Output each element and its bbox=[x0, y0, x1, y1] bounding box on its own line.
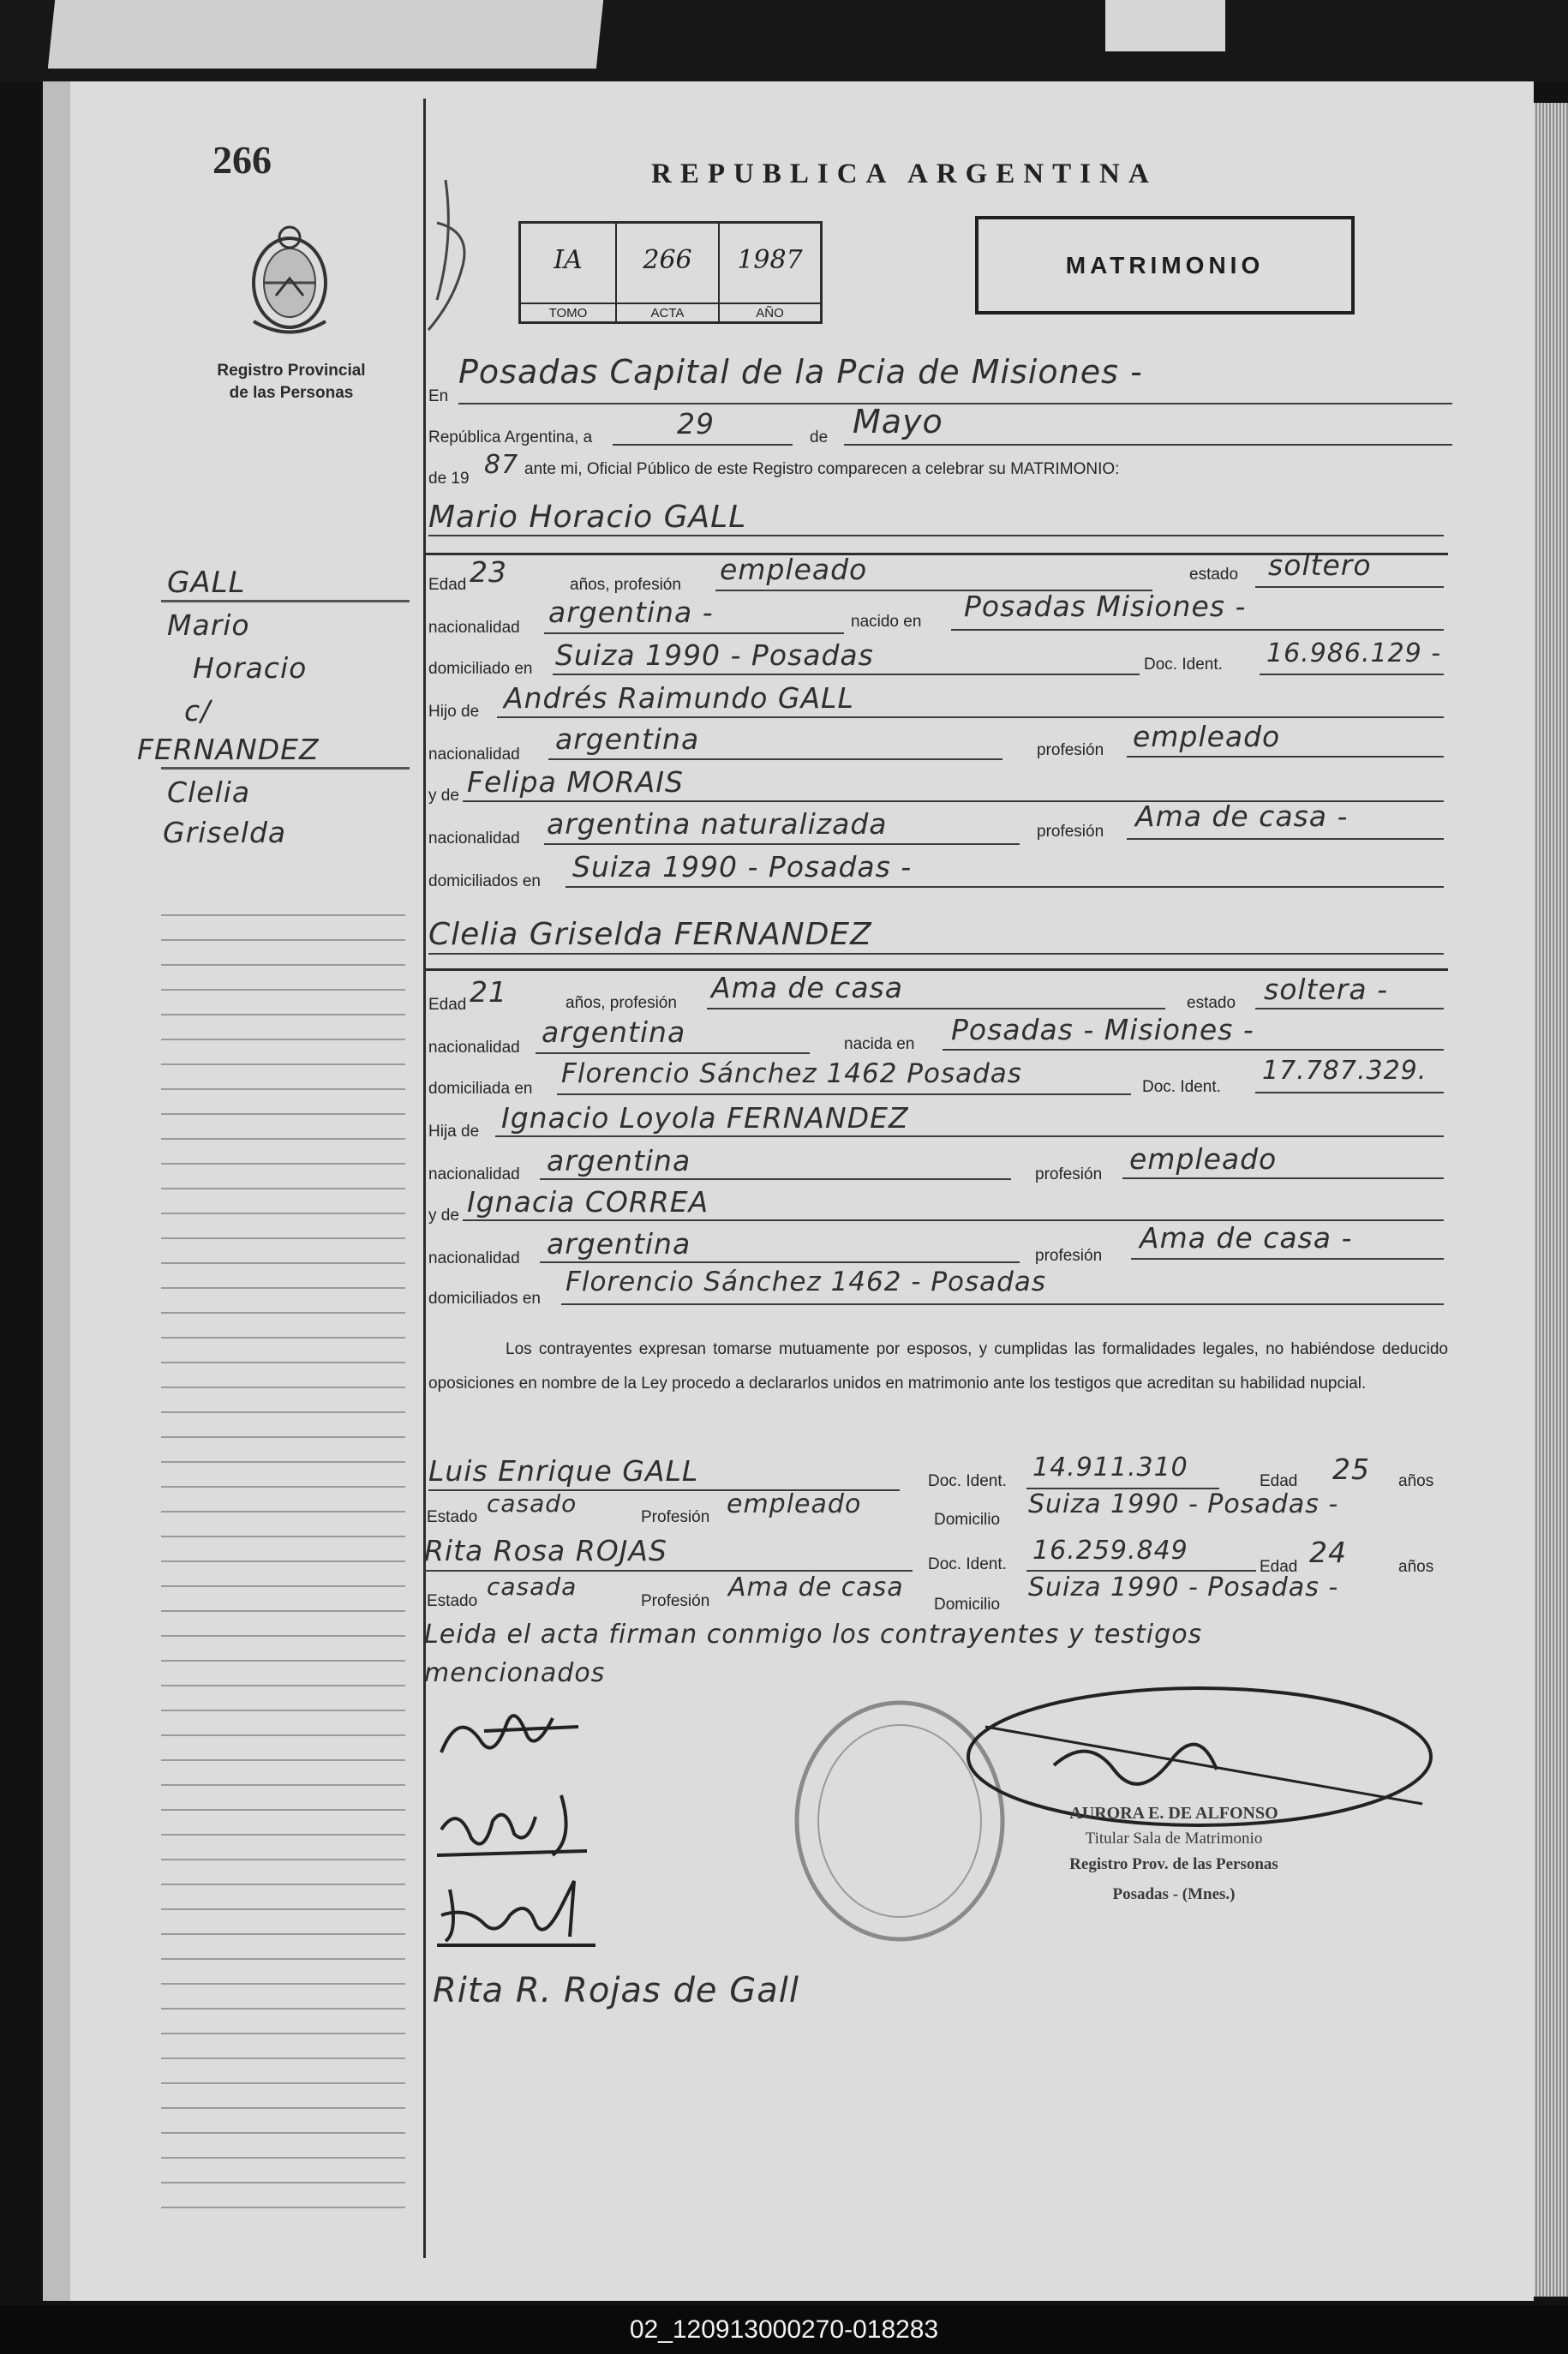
section-divider bbox=[423, 968, 1448, 971]
groom-prof-padre-label: profesión bbox=[1037, 741, 1104, 759]
groom-profesion-label: años, profesión bbox=[570, 576, 681, 594]
line bbox=[540, 1178, 1011, 1180]
groom-domicilio: Suiza 1990 - Posadas bbox=[555, 638, 874, 672]
line bbox=[1255, 1092, 1444, 1093]
bride-domiciliados-label: domiciliados en bbox=[428, 1290, 541, 1308]
month-value: Mayo bbox=[853, 403, 943, 440]
groom-estado-label: estado bbox=[1189, 566, 1239, 584]
margin-conjunction: c/ bbox=[184, 694, 212, 728]
line bbox=[561, 1303, 1444, 1305]
margin-bride-middle: Griselda bbox=[163, 816, 287, 849]
margin-rule bbox=[161, 767, 410, 770]
closing-line-2: mencionados bbox=[424, 1658, 606, 1688]
groom-prof-padre: empleado bbox=[1133, 720, 1281, 753]
margin-divider bbox=[423, 99, 426, 2258]
month-line bbox=[844, 444, 1452, 446]
acta-cell bbox=[617, 224, 720, 321]
witness1-edad-label: Edad bbox=[1260, 1472, 1298, 1490]
legal-text: Los contrayentes expresan tomarse mutuamente por esposos, y cumplidas las formalidades legales, no habiéndose deducido oposiciones en nombre de la Ley procedo a declararlos unidos en matrimonio ante los testigos que acreditan su habilidad nupcial. bbox=[428, 1340, 1448, 1393]
witness1-doc-label: Doc. Ident. bbox=[928, 1472, 1007, 1490]
groom-nac-padre-label: nacionalidad bbox=[428, 746, 520, 764]
closing-line-1: Leida el acta firman conmigo los contrayentes y testigos bbox=[424, 1620, 1203, 1650]
acta-label: ACTA bbox=[617, 302, 718, 320]
witness1-estado: casado bbox=[487, 1489, 578, 1518]
groom-nacido: Posadas Misiones - bbox=[964, 590, 1247, 623]
line bbox=[943, 1049, 1444, 1051]
record-table bbox=[518, 221, 823, 324]
record-type-box: MATRIMONIO bbox=[975, 216, 1355, 314]
witness2-doc-label: Doc. Ident. bbox=[928, 1555, 1007, 1573]
day-line bbox=[613, 444, 793, 446]
groom-name-line bbox=[428, 535, 1444, 536]
initial-mark bbox=[420, 171, 514, 343]
en-label: En bbox=[428, 387, 449, 405]
bride-madre: Ignacia CORREA bbox=[467, 1185, 709, 1219]
line bbox=[548, 758, 1002, 760]
registry-text: Registro Provincial de las Personas bbox=[217, 362, 366, 402]
bride-edad-label: Edad bbox=[428, 996, 467, 1014]
bride-doc: 17.787.329. bbox=[1262, 1056, 1427, 1086]
line bbox=[540, 1261, 1020, 1263]
groom-domiciliados-label: domiciliados en bbox=[428, 872, 541, 890]
country-heading: REPUBLICA ARGENTINA bbox=[651, 159, 1158, 189]
margin-bride-first: Clelia bbox=[167, 776, 251, 809]
bride-name-line bbox=[428, 953, 1444, 955]
witness2-anos-label: años bbox=[1398, 1558, 1434, 1576]
groom-profesion: empleado bbox=[720, 553, 868, 586]
line bbox=[1127, 838, 1444, 840]
line bbox=[1131, 1258, 1444, 1260]
witness2-domicilio-label: Domicilio bbox=[934, 1596, 1001, 1614]
witness1-name: Luis Enrique GALL bbox=[428, 1454, 699, 1488]
bride-nac-madre: argentina bbox=[547, 1227, 691, 1261]
groom-estado: soltero bbox=[1268, 548, 1372, 582]
witness2-estado-label: Estado bbox=[427, 1592, 478, 1610]
official-name: AURORA E. DE ALFONSO bbox=[1069, 1804, 1278, 1823]
line bbox=[536, 1052, 810, 1054]
witness2-profesion: Ama de casa bbox=[728, 1572, 904, 1602]
tomo-value: IA bbox=[554, 245, 583, 275]
margin-surname: GALL bbox=[167, 566, 246, 600]
tomo-label: TOMO bbox=[521, 302, 615, 320]
line bbox=[707, 1008, 1165, 1009]
bride-nac-padre: argentina bbox=[547, 1144, 691, 1177]
line bbox=[1255, 586, 1444, 588]
paper-scrap bbox=[1105, 0, 1225, 51]
groom-edad-label: Edad bbox=[428, 576, 467, 594]
line bbox=[1026, 1570, 1256, 1572]
margin-ruled-lines bbox=[161, 891, 405, 2228]
witness1-profesion: empleado bbox=[727, 1489, 862, 1519]
groom-domicilio-padres: Suiza 1990 - Posadas - bbox=[572, 850, 913, 883]
margin-middle-name: Horacio bbox=[193, 651, 308, 685]
groom-doc-label: Doc. Ident. bbox=[1144, 656, 1223, 674]
line bbox=[1260, 674, 1444, 675]
page-number: 266 bbox=[212, 138, 272, 182]
groom-nacido-label: nacido en bbox=[851, 613, 922, 631]
line bbox=[1122, 1177, 1444, 1179]
official-title: Titular Sala de Matrimonio bbox=[1085, 1830, 1263, 1848]
line bbox=[544, 632, 844, 634]
day-value: 29 bbox=[677, 407, 715, 440]
anio-label: AÑO bbox=[720, 302, 820, 320]
groom-prof-madre-label: profesión bbox=[1037, 823, 1104, 841]
coat-of-arms-icon bbox=[242, 219, 338, 338]
bride-nacida: Posadas - Misiones - bbox=[951, 1013, 1254, 1046]
year-suffix: 87 bbox=[484, 450, 519, 480]
groom-hijo-label: Hijo de bbox=[428, 703, 480, 721]
bride-nac-madre-label: nacionalidad bbox=[428, 1249, 520, 1267]
place-line bbox=[458, 403, 1452, 404]
bride-name: Clelia Griselda FERNANDEZ bbox=[428, 917, 872, 952]
bride-padre: Ignacio Loyola FERNANDEZ bbox=[501, 1101, 909, 1135]
signature-groom bbox=[433, 1692, 595, 1761]
bride-domicilio-padres: Florencio Sánchez 1462 - Posadas bbox=[566, 1267, 1046, 1297]
page-edges bbox=[1534, 103, 1568, 2297]
bride-profesion-label: años, profesión bbox=[566, 994, 677, 1012]
groom-madre: Felipa MORAIS bbox=[467, 765, 684, 799]
tomo-cell bbox=[521, 224, 617, 321]
bride-domiciliada-label: domiciliada en bbox=[428, 1080, 533, 1098]
groom-nacionalidad-label: nacionalidad bbox=[428, 619, 520, 637]
witness1-edad: 25 bbox=[1332, 1453, 1370, 1486]
signature-bride bbox=[433, 1787, 595, 1864]
line bbox=[495, 1135, 1444, 1137]
intro-statement: ante mi, Oficial Público de este Registro comparecen a celebrar su MATRIMONIO: bbox=[524, 460, 1120, 478]
line bbox=[1127, 756, 1444, 758]
line bbox=[557, 1093, 1131, 1095]
groom-nac-madre: argentina naturalizada bbox=[547, 807, 888, 841]
book-spine bbox=[43, 81, 72, 2301]
line bbox=[566, 886, 1444, 888]
witness2-estado: casada bbox=[487, 1572, 578, 1601]
signature-witness1 bbox=[433, 1872, 604, 1950]
place-value: Posadas Capital de la Pcia de Misiones - bbox=[458, 353, 1143, 391]
groom-yde-label: y de bbox=[428, 787, 459, 805]
witness1-profesion-label: Profesión bbox=[641, 1508, 710, 1526]
bride-prof-padre-label: profesión bbox=[1035, 1165, 1103, 1183]
groom-edad: 23 bbox=[470, 555, 507, 589]
bride-estado-label: estado bbox=[1187, 994, 1236, 1012]
bride-profesion: Ama de casa bbox=[711, 971, 903, 1004]
image-caption: 02_120913000270-018283 bbox=[0, 2305, 1568, 2354]
witness2-domicilio: Suiza 1990 - Posadas - bbox=[1028, 1572, 1339, 1602]
groom-doc: 16.986.129 - bbox=[1266, 638, 1442, 668]
signature-witness2: Rita R. Rojas de Gall bbox=[433, 1971, 799, 2010]
bride-nacida-label: nacida en bbox=[844, 1035, 915, 1053]
official-office: Registro Prov. de las Personas bbox=[1069, 1855, 1278, 1873]
year-prefix: de 19 bbox=[428, 470, 470, 488]
bride-nacionalidad: argentina bbox=[542, 1015, 686, 1049]
official-city: Posadas - (Mnes.) bbox=[1112, 1885, 1236, 1903]
line bbox=[553, 674, 1140, 675]
paper-scrap bbox=[48, 0, 603, 69]
republica-label: República Argentina, a bbox=[428, 428, 593, 446]
bride-prof-padre: empleado bbox=[1129, 1142, 1278, 1176]
witness2-edad: 24 bbox=[1309, 1536, 1347, 1569]
bride-nacionalidad-label: nacionalidad bbox=[428, 1039, 520, 1057]
witness2-profesion-label: Profesión bbox=[641, 1592, 710, 1610]
witness1-doc: 14.911.310 bbox=[1032, 1453, 1188, 1482]
line bbox=[544, 843, 1020, 845]
margin-rule bbox=[161, 600, 410, 602]
bride-edad: 21 bbox=[470, 975, 507, 1009]
registry-label bbox=[171, 360, 411, 404]
line bbox=[424, 1570, 913, 1572]
bride-hija-label: Hija de bbox=[428, 1123, 480, 1141]
acta-value: 266 bbox=[643, 245, 692, 275]
bride-prof-madre-label: profesión bbox=[1035, 1247, 1103, 1265]
groom-nac-madre-label: nacionalidad bbox=[428, 830, 520, 848]
witness2-name: Rita Rosa ROJAS bbox=[424, 1534, 667, 1567]
witness1-estado-label: Estado bbox=[427, 1508, 478, 1526]
groom-nac-padre: argentina bbox=[555, 722, 700, 756]
witness1-domicilio: Suiza 1990 - Posadas - bbox=[1028, 1489, 1339, 1519]
bride-estado: soltera - bbox=[1264, 973, 1388, 1006]
bride-yde-label: y de bbox=[428, 1207, 459, 1225]
margin-first-name: Mario bbox=[167, 608, 250, 642]
bride-nac-padre-label: nacionalidad bbox=[428, 1165, 520, 1183]
anio-value: 1987 bbox=[737, 245, 803, 275]
groom-domiciliado-label: domiciliado en bbox=[428, 660, 533, 678]
line bbox=[497, 716, 1444, 718]
margin-bride-surname: FERNANDEZ bbox=[137, 733, 320, 766]
anio-cell bbox=[720, 224, 820, 321]
groom-name: Mario Horacio GALL bbox=[428, 500, 747, 535]
bride-prof-madre: Ama de casa - bbox=[1140, 1221, 1353, 1255]
groom-prof-madre: Ama de casa - bbox=[1135, 800, 1349, 833]
witness2-edad-label: Edad bbox=[1260, 1558, 1298, 1576]
witness1-domicilio-label: Domicilio bbox=[934, 1511, 1001, 1529]
legal-paragraph bbox=[428, 1333, 1448, 1401]
witness2-doc: 16.259.849 bbox=[1032, 1536, 1188, 1566]
line bbox=[951, 629, 1444, 631]
de-label: de bbox=[810, 428, 829, 446]
bride-doc-label: Doc. Ident. bbox=[1142, 1078, 1221, 1096]
groom-nacionalidad: argentina - bbox=[548, 596, 714, 629]
witness1-anos-label: años bbox=[1398, 1472, 1434, 1490]
line bbox=[1255, 1008, 1444, 1009]
bride-domicilio: Florencio Sánchez 1462 Posadas bbox=[561, 1058, 1022, 1089]
groom-padre: Andrés Raimundo GALL bbox=[504, 681, 854, 715]
